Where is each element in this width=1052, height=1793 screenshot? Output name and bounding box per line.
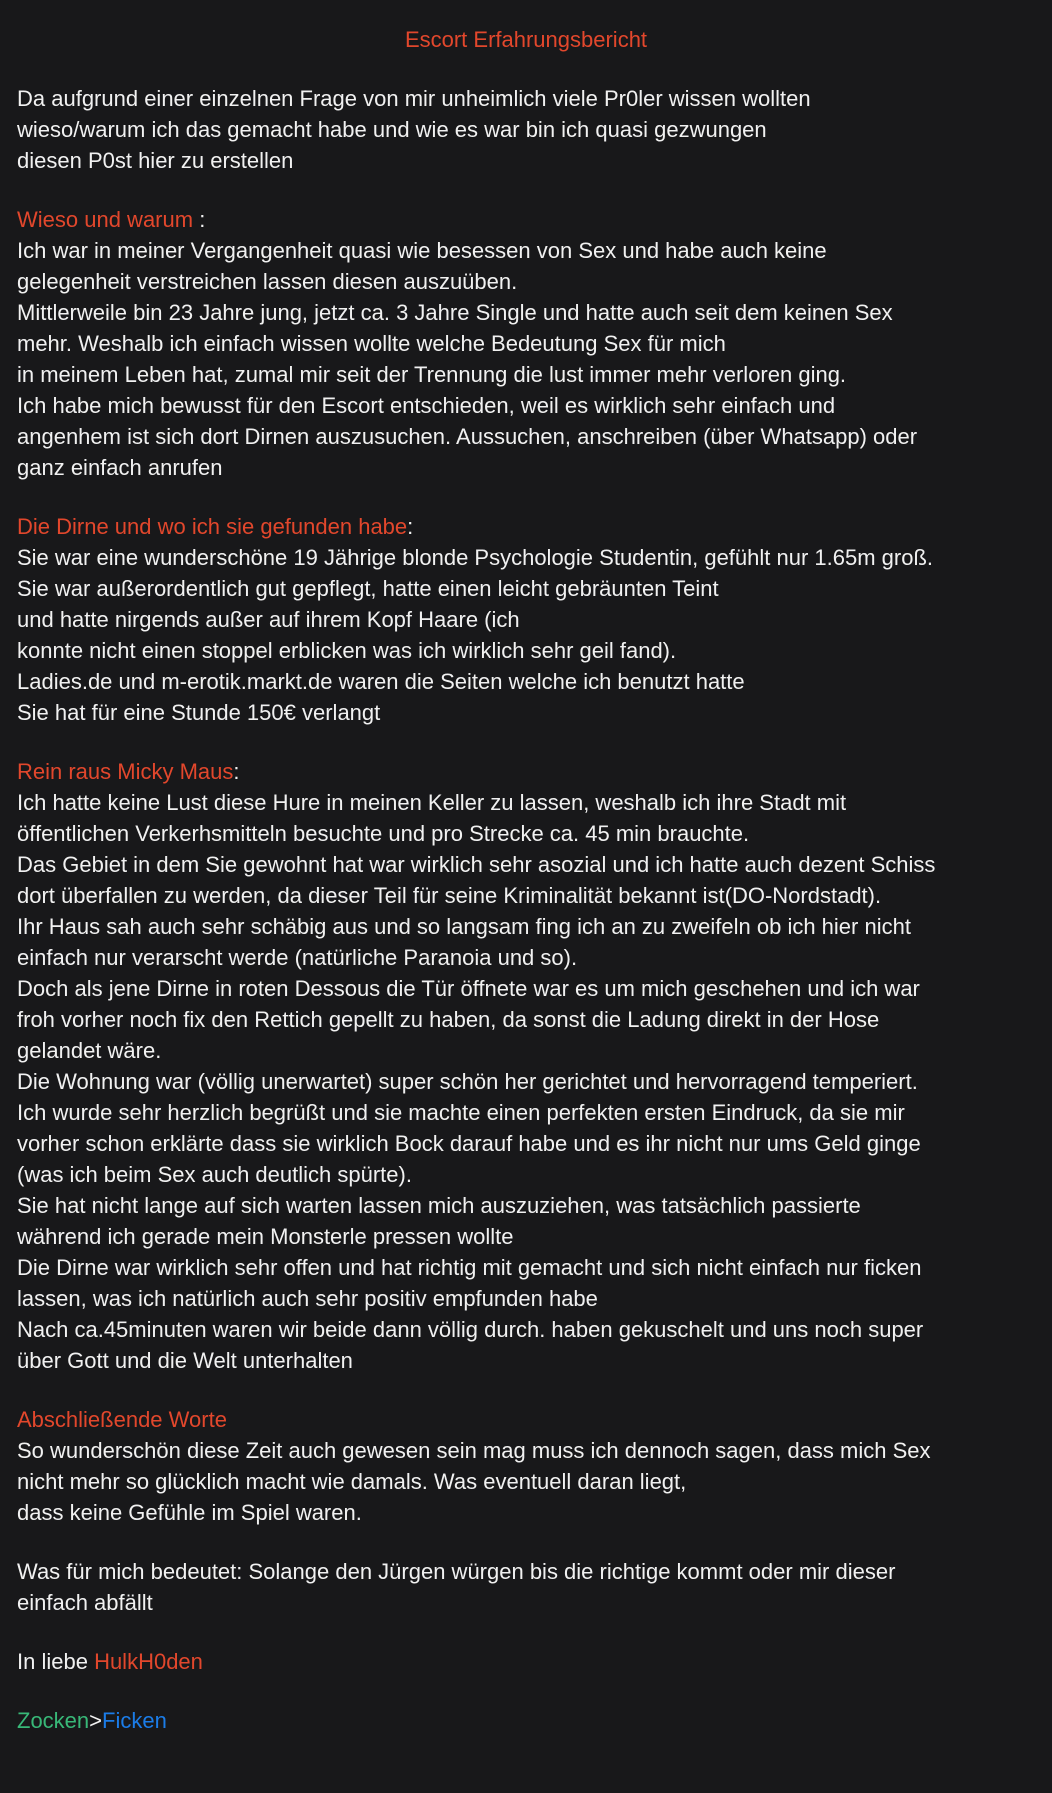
text-line bbox=[17, 1221, 1035, 1252]
post-body bbox=[17, 83, 1035, 1736]
text-line bbox=[17, 1097, 1035, 1128]
text-line bbox=[17, 511, 1035, 542]
text-line bbox=[17, 1066, 1035, 1097]
text-segment: Mittlerweile bin 23 Jahre jung, jetzt ca. 3 Jahre Single und hatte auch seit dem keinen Sex bbox=[17, 300, 893, 325]
text-line bbox=[17, 573, 1035, 604]
text-segment: Doch als jene Dirne in roten Dessous die Tür öffnete war es um mich geschehen und ich war bbox=[17, 976, 920, 1001]
text-line bbox=[17, 421, 1035, 452]
text-segment: gelandet wäre. bbox=[17, 1038, 162, 1063]
text-line bbox=[17, 83, 1035, 114]
text-segment: Da aufgrund einer einzelnen Frage von mir unheimlich viele Pr0ler wissen wollten bbox=[17, 86, 811, 111]
text-line bbox=[17, 114, 1035, 145]
text-line bbox=[17, 328, 1035, 359]
highlight-text: Zocken bbox=[17, 1708, 90, 1733]
text-line bbox=[17, 1159, 1035, 1190]
text-segment: : bbox=[193, 207, 206, 232]
text-segment: : bbox=[407, 514, 414, 539]
text-segment: (was ich beim Sex auch deutlich spürte). bbox=[17, 1162, 412, 1187]
text-line bbox=[17, 1435, 1035, 1466]
text-segment: ganz einfach anrufen bbox=[17, 455, 223, 480]
text-segment: mehr. Weshalb ich einfach wissen wollte welche Bedeutung Sex für mich bbox=[17, 331, 726, 356]
text-segment: Die Wohnung war (völlig unerwartet) super schön her gerichtet und hervorragend temperiert. bbox=[17, 1069, 918, 1094]
highlight-text: Die Dirne und wo ich sie gefunden habe bbox=[17, 514, 408, 539]
text-line bbox=[17, 1705, 1035, 1736]
text-line bbox=[17, 1646, 1035, 1677]
page-title: Escort Erfahrungsbericht bbox=[404, 27, 648, 52]
text-segment: froh vorher noch fix den Rettich gepellt zu haben, da sonst die Ladung direkt in der Hose bbox=[17, 1007, 880, 1032]
text-line bbox=[17, 266, 1035, 297]
text-line bbox=[17, 359, 1035, 390]
text-segment: während ich gerade mein Monsterle pressen wollte bbox=[17, 1224, 514, 1249]
text-segment: Die Dirne war wirklich sehr offen und hat richtig mit gemacht und sich nicht einfach nur ficken bbox=[17, 1255, 922, 1280]
text-segment: gelegenheit verstreichen lassen diesen auszuüben. bbox=[17, 269, 518, 294]
text-segment: Das Gebiet in dem Sie gewohnt hat war wirklich sehr asozial und ich hatte auch dezent Schiss bbox=[17, 852, 936, 877]
section-rein-raus bbox=[17, 756, 1035, 1376]
section-die-dirne bbox=[17, 511, 1035, 728]
text-segment: wieso/warum ich das gemacht habe und wie es war bin ich quasi gezwungen bbox=[17, 117, 767, 142]
intro-paragraph bbox=[17, 83, 1035, 176]
text-segment: Sie war außerordentlich gut gepflegt, hatte einen leicht gebräunten Teint bbox=[17, 576, 719, 601]
text-segment: nicht mehr so glücklich macht wie damals. Was eventuell daran liegt, bbox=[17, 1469, 687, 1494]
text-line bbox=[17, 1252, 1035, 1283]
text-line bbox=[17, 542, 1035, 573]
highlight-text: Wieso und warum bbox=[17, 207, 194, 232]
text-line bbox=[17, 1345, 1035, 1376]
text-segment: einfach nur verarscht werde (natürliche Paranoia und so). bbox=[17, 945, 578, 970]
signature-line bbox=[17, 1646, 1035, 1677]
text-segment: Was für mich bedeutet: Solange den Jürgen würgen bis die richtige kommt oder mir dieser bbox=[17, 1559, 896, 1584]
text-line bbox=[17, 635, 1035, 666]
text-line bbox=[17, 297, 1035, 328]
text-segment: > bbox=[89, 1708, 103, 1733]
text-line bbox=[17, 1587, 1035, 1618]
text-segment: Sie hat nicht lange auf sich warten lassen mich auszuziehen, was tatsächlich passierte bbox=[17, 1193, 861, 1218]
text-line bbox=[17, 145, 1035, 176]
text-line bbox=[17, 390, 1035, 421]
text-line bbox=[17, 1190, 1035, 1221]
text-segment: Ladies.de und m-erotik.markt.de waren die Seiten welche ich benutzt hatte bbox=[17, 669, 745, 694]
text-segment: Nach ca.45minuten waren wir beide dann völlig durch. haben gekuschelt und uns noch super bbox=[17, 1317, 924, 1342]
text-line bbox=[17, 1128, 1035, 1159]
text-line bbox=[17, 1283, 1035, 1314]
text-segment: öffentlichen Verkerhsmitteln besuchte und pro Strecke ca. 45 min brauchte. bbox=[17, 821, 750, 846]
text-segment: diesen P0st hier zu erstellen bbox=[17, 148, 294, 173]
text-line bbox=[17, 204, 1035, 235]
text-line bbox=[17, 604, 1035, 635]
text-segment: Ich habe mich bewusst für den Escort entschieden, weil es wirklich sehr einfach und bbox=[17, 393, 836, 418]
motto-line bbox=[17, 1705, 1035, 1736]
text-segment: dass keine Gefühle im Spiel waren. bbox=[17, 1500, 362, 1525]
text-line bbox=[17, 666, 1035, 697]
text-segment: und hatte nirgends außer auf ihrem Kopf Haare (ich bbox=[17, 607, 520, 632]
text-segment: einfach abfällt bbox=[17, 1590, 153, 1615]
highlight-text: Ficken bbox=[102, 1708, 167, 1733]
text-line bbox=[17, 235, 1035, 266]
text-segment: Ihr Haus sah auch sehr schäbig aus und so langsam fing ich an zu zweifeln ob ich hier nicht bbox=[17, 914, 911, 939]
highlight-text: HulkH0den bbox=[94, 1649, 203, 1674]
section-wieso-und-warum bbox=[17, 204, 1035, 483]
text-segment: : bbox=[233, 759, 240, 784]
conclusion-paragraph bbox=[17, 1556, 1035, 1618]
text-segment: Sie war eine wunderschöne 19 Jährige blonde Psychologie Studentin, gefühlt nur 1.65m groß. bbox=[17, 545, 934, 570]
text-line bbox=[17, 1314, 1035, 1345]
text-line bbox=[17, 787, 1035, 818]
text-segment: Ich hatte keine Lust diese Hure in meinen Keller zu lassen, weshalb ich ihre Stadt mit bbox=[17, 790, 847, 815]
text-line bbox=[17, 1466, 1035, 1497]
highlight-text: Rein raus Micky Maus bbox=[17, 759, 234, 784]
text-segment: konnte nicht einen stoppel erblicken was ich wirklich sehr geil fand). bbox=[17, 638, 677, 663]
text-line bbox=[17, 1004, 1035, 1035]
text-line bbox=[17, 452, 1035, 483]
text-segment: So wunderschön diese Zeit auch gewesen sein mag muss ich dennoch sagen, dass mich Sex bbox=[17, 1438, 931, 1463]
text-line bbox=[17, 880, 1035, 911]
highlight-text: Abschließende Worte bbox=[17, 1407, 227, 1432]
text-segment: In liebe bbox=[17, 1649, 95, 1674]
text-segment: Ich wurde sehr herzlich begrüßt und sie machte einen perfekten ersten Eindruck, da sie mir bbox=[17, 1100, 905, 1125]
text-line bbox=[17, 911, 1035, 942]
text-line bbox=[17, 1497, 1035, 1528]
text-line bbox=[17, 1035, 1035, 1066]
text-line bbox=[17, 756, 1035, 787]
text-line bbox=[17, 697, 1035, 728]
text-line bbox=[17, 849, 1035, 880]
text-segment: lassen, was ich natürlich auch sehr positiv empfunden habe bbox=[17, 1286, 598, 1311]
text-line bbox=[17, 1556, 1035, 1587]
section-abschliessende-worte bbox=[17, 1404, 1035, 1528]
text-segment: in meinem Leben hat, zumal mir seit der Trennung die lust immer mehr verloren ging. bbox=[17, 362, 847, 387]
text-segment: angenhem ist sich dort Dirnen auszusuchen. Aussuchen, anschreiben (über Whatsapp) oder bbox=[17, 424, 918, 449]
text-segment: dort überfallen zu werden, da dieser Teil für seine Kriminalität bekannt ist(DO-Nordstadt). bbox=[17, 883, 882, 908]
text-segment: über Gott und die Welt unterhalten bbox=[17, 1348, 353, 1373]
text-line bbox=[17, 973, 1035, 1004]
text-segment: vorher schon erklärte dass sie wirklich Bock darauf habe und es ihr nicht nur ums Geld ginge bbox=[17, 1131, 921, 1156]
text-line bbox=[17, 942, 1035, 973]
text-segment: Ich war in meiner Vergangenheit quasi wie besessen von Sex und habe auch keine bbox=[17, 238, 827, 263]
text-segment: Sie hat für eine Stunde 150€ verlangt bbox=[17, 700, 381, 725]
text-line bbox=[17, 1404, 1035, 1435]
text-line bbox=[17, 818, 1035, 849]
